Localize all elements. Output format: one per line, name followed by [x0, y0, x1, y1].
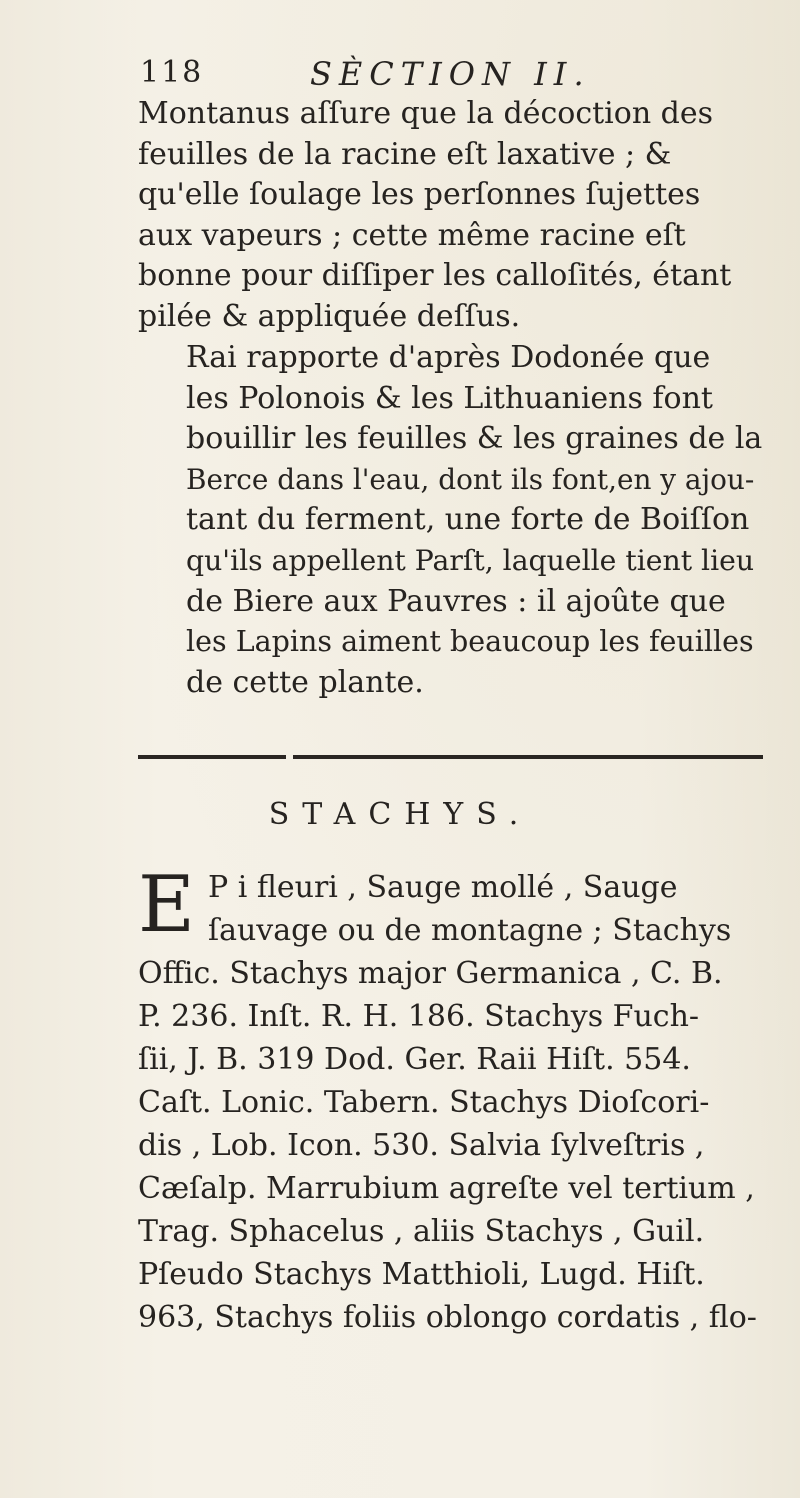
text-line: dis , Lob. Icon. 530. Salvia ſylveſtris , — [138, 1128, 705, 1163]
text-line: pilée & appliquée deſſus. — [138, 298, 521, 334]
text-line: les Polonois & les Lithuaniens font — [186, 380, 713, 416]
text-line: Offic. Stachys major Germanica , C. B. — [138, 956, 723, 991]
text-line: qu'elle ſoulage les perſonnes ſujettes — [138, 177, 701, 213]
text-line: Montanus aſſure que la décoction des — [138, 96, 714, 131]
text-line: les Lapins aiment beaucoup les feuilles — [186, 625, 754, 659]
text-line: Cæſalp. Marrubium agreſte vel tertium , — [138, 1171, 755, 1206]
text-line: 963, Stachys foliis oblongo cordatis , flo- — [138, 1300, 757, 1335]
separator-rule-right — [293, 755, 763, 759]
text-line: de cette plante. — [186, 664, 424, 700]
paragraph-stachys — [138, 860, 764, 1339]
text-line: ſii, J. B. 319 Dod. Ger. Raii Hiſt. 554. — [138, 1042, 691, 1077]
section-heading: SÈCTION II. — [310, 55, 591, 93]
separator-rule-left — [138, 755, 286, 759]
drop-capital: E — [138, 860, 195, 950]
text-line: bouillir les feuilles & les graines de la — [186, 421, 763, 457]
text-line: de Biere aux Pauvres : il ajoûte que — [186, 583, 726, 619]
text-line: Pſeudo Stachys Matthioli, Lugd. Hiſt. — [138, 1257, 705, 1292]
page-number: 118 — [140, 55, 204, 90]
text-line: aux vapeurs ; cette même racine eſt — [138, 217, 686, 253]
text-line: ſauvage ou de montagne ; Stachys — [208, 913, 732, 948]
text-line: feuilles de la racine eſt laxative ; & — [138, 136, 672, 172]
text-line: bonne pour diſſiper les calloſités, étant — [138, 258, 732, 294]
text-line: Caſt. Lonic. Tabern. Stachys Dioſcori- — [138, 1085, 710, 1120]
paragraph-rai — [138, 338, 764, 703]
text-line: tant du ferment, une forte de Boiſſon — [186, 502, 750, 538]
subheading-stachys: STACHYS. — [268, 797, 532, 832]
text-line: Berce dans l'eau, dont ils font,en y ajou- — [186, 462, 755, 496]
text-line: P. 236. Inſt. R. H. 186. Stachys Fuch- — [138, 999, 700, 1034]
text-line: Rai rapporte d'après Dodonée que — [186, 340, 711, 375]
text-line: qu'ils appellent Parſt, laquelle tient lieu — [186, 543, 755, 577]
text-line: Trag. Sphacelus , aliis Stachys , Guil. — [138, 1214, 705, 1249]
text-line: P i fleuri , Sauge mollé , Sauge — [208, 870, 678, 905]
paragraph-montanus — [138, 94, 764, 338]
